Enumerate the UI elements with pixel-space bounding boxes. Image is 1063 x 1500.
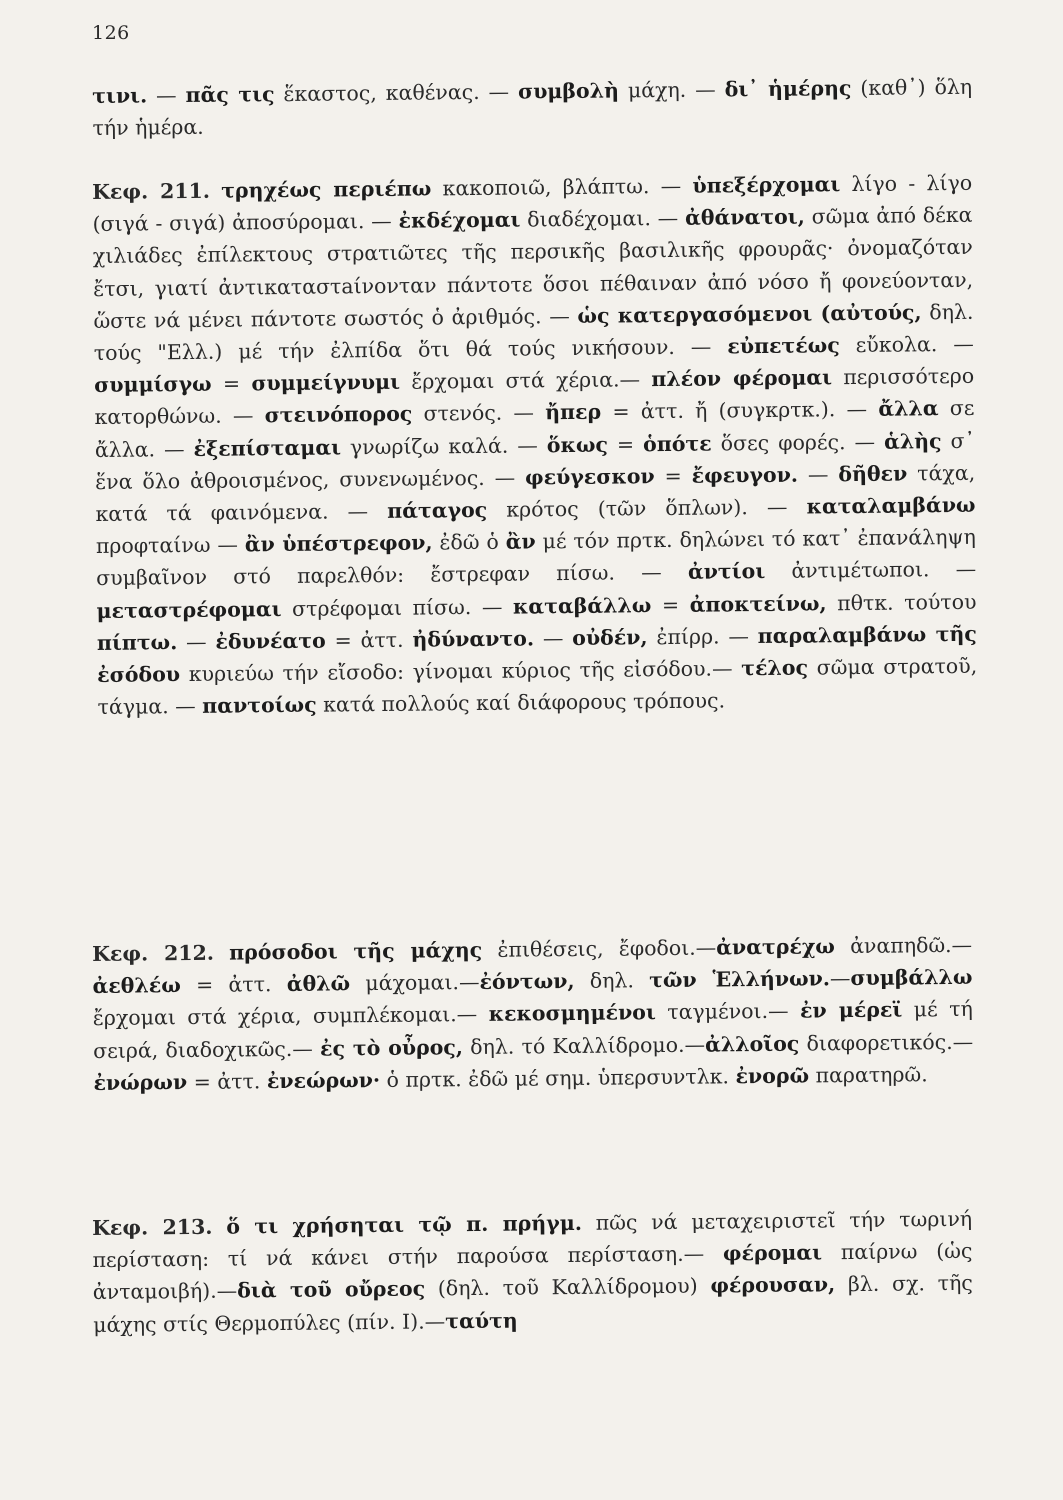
headword: τρηχέως περιέπω xyxy=(221,176,432,203)
headword: ἄλλα xyxy=(878,396,939,422)
headword: ἁλὴς xyxy=(883,428,942,454)
headword: πρόσοδοι τῆς μάχης xyxy=(229,937,483,965)
chapter-213-commentary xyxy=(92,1203,973,1341)
gloss-text: πθτκ. τούτου xyxy=(826,589,977,615)
headword: συμβάλλω xyxy=(850,964,973,991)
gloss-text: εὔκολα. — xyxy=(839,331,974,358)
gloss-text: = xyxy=(654,463,692,488)
headword: ἐνεώρων· xyxy=(266,1067,381,1093)
gloss-text: = xyxy=(607,431,644,457)
gloss-text: ἐπίρρ. — xyxy=(647,623,758,650)
headword: ἐξεπίσταμαι xyxy=(193,435,342,461)
headword: ἠδύναντο. xyxy=(412,626,535,652)
headword: ἀντίοι xyxy=(687,559,766,585)
headword: φέρουσαν, xyxy=(710,1272,836,1298)
page-number: 126 xyxy=(92,22,130,44)
gloss-text: γνωρίζω καλά. — xyxy=(340,432,547,460)
gloss-text: — xyxy=(797,462,839,487)
gloss-text: = ἀττ. ἤ (συγκρτκ.). — xyxy=(601,397,879,425)
headword: συμμείγνυμι xyxy=(251,370,401,396)
headword: κεκοσμημένοι xyxy=(488,1000,656,1027)
gloss-text: ὅσες φορές. — xyxy=(711,429,885,456)
headword: ἐν μέρεϊ xyxy=(799,997,903,1023)
headword: τινι. xyxy=(92,83,148,108)
gloss-text: (δηλ. τοῦ Καλλίδρομου) xyxy=(424,1273,711,1301)
gloss-text: πῶς νά μεταχειριστεῖ τήν τωρινή περίσταση: τί νά κάνει στήν παρούσα περίσταση.— xyxy=(92,1206,973,1273)
gloss-text: ὁ πρτκ. ἐδῶ μέ σημ. ὑπερσυντλκ. xyxy=(379,1064,736,1092)
chapter-label: Κεφ. 212. xyxy=(92,940,215,966)
chapter-label: Κεφ. 213. xyxy=(92,1214,213,1240)
gloss-text: = ἀττ. xyxy=(180,972,287,998)
headword: ἔφευγον. xyxy=(691,462,799,488)
headword: οὐδέν, xyxy=(572,625,648,650)
gloss-text: σε ἄλλα. — xyxy=(94,396,975,462)
gloss-text: ἀντιμέτωποι. — xyxy=(765,557,977,584)
headword: συμμίσγω xyxy=(94,371,212,398)
headword: ὡς κατεργασόμενοι (αὐτούς, xyxy=(577,300,922,328)
headword: φεύγεσκον xyxy=(524,463,655,490)
gloss-text: ἕκαστος, καθένας. — xyxy=(274,79,519,107)
headword: καταβάλλω xyxy=(512,592,652,619)
gloss-text: ἔρχομαι στά χέρια, συμπλέκομαι.— xyxy=(92,1002,489,1031)
headword: ὁπότε xyxy=(642,431,712,456)
headword: ἤπερ xyxy=(545,400,602,425)
headword: ἐνορῶ xyxy=(735,1063,810,1089)
headword: μεταστρέφομαι xyxy=(96,596,282,623)
headword: πλέον φέρομαι xyxy=(651,365,833,392)
gloss-text: σ᾽ ἕνα ὅλο ἀθροισμένος, συνενωμένος. — xyxy=(95,428,975,494)
headword: καταλαμβάνω xyxy=(806,492,976,519)
headword: διὰ τοῦ οὔρεος xyxy=(237,1276,426,1303)
headword: ἀεθλέω xyxy=(92,973,181,999)
gloss-text: μάχη. — xyxy=(618,77,725,103)
gloss-text: = ἀττ. xyxy=(186,1068,268,1094)
headword: ἐδυνέατο xyxy=(215,628,326,654)
headword: συμβολὴ xyxy=(517,78,620,104)
gloss-text: σῶμα ἀπό δέκα χιλιάδες ἐπίλεκτους στρατιῶτες τῆς περσικῆς βασιλικῆς φρουρᾶς· ὀνομαζόταν ἔτσι, γιατί ἀντικαταστaίνονταν πάντοτε ὅσοι πέθαιναν ἀπό νόσο ἤ φονεύονταν, ὥστε νά μένει πάντοτε σωστός ὁ ἀριθμός. — xyxy=(92,202,974,333)
headword: ταύτη xyxy=(445,1308,518,1333)
chapter-211-text xyxy=(92,167,978,724)
gloss-text: = xyxy=(211,371,252,396)
chapter-body xyxy=(92,171,977,719)
gloss-text: παρατηρῶ. xyxy=(808,1062,928,1088)
gloss-text: ἐπιθέσεις, ἔφοδοι.— xyxy=(482,935,717,962)
gloss-text: διαδέχομαι. — xyxy=(520,205,686,232)
headword: φέρομαι xyxy=(722,1240,823,1266)
chapter-211-commentary xyxy=(92,167,978,724)
headword: ἀνατρέχω xyxy=(716,934,836,960)
gloss-text: — xyxy=(829,966,851,991)
gloss-text: στρέφομαι πίσω. — xyxy=(281,594,514,621)
headword: τῶν Ἑλλήνων. xyxy=(649,966,831,993)
headword: ἐκδέχομαι xyxy=(398,207,521,233)
chapter-body xyxy=(92,1207,973,1337)
headword: ὑπεξέρχομαι xyxy=(692,172,841,198)
gloss-text: ἀναπηδῶ.— xyxy=(834,932,973,959)
chapter-label: Κεφ. 211. xyxy=(92,178,211,204)
gloss-text: — xyxy=(533,625,573,651)
gloss-text: λίγο - λίγο (σιγά - σιγά) ἀποσύρομαι. — xyxy=(92,170,973,237)
gloss-text: σῶμα στρατοῦ, τάγμα. — xyxy=(97,653,978,720)
headword: ἐόντων, xyxy=(479,969,575,995)
headword: ὅ τι χρήσηται τῷ π. πρήγμ. xyxy=(226,1210,583,1239)
chapter-body xyxy=(92,933,973,1095)
headword: ἀθάνατοι, xyxy=(684,204,805,230)
headword: ἐνώρων xyxy=(93,1069,188,1095)
gloss-text: = ἀττ. xyxy=(325,627,413,653)
gloss-text: κακοποιῶ, βλάπτω. — xyxy=(431,173,693,201)
gloss-text: μέ τόν πρτκ. δηλώνει τό κατ᾽ ἐπανάληψη συμβαῖνον στό παρελθόν: ἔστρεφαν πίσω. — xyxy=(96,524,976,591)
gloss-text: μέ τή σειρά, διαδοχικῶς.— xyxy=(93,997,973,1063)
headword: ἐς τὸ οὖρος, xyxy=(319,1034,464,1061)
gloss-text: ἐδῶ ὁ xyxy=(432,529,506,555)
gloss-text: δηλ. xyxy=(574,968,650,994)
chapter-212-text xyxy=(92,929,974,1099)
intro-paragraph xyxy=(92,71,973,145)
headword: ὅκως xyxy=(546,432,609,457)
gloss-text: διαφορετικός.— xyxy=(799,1029,974,1056)
headword: πάταγος xyxy=(387,497,488,523)
gloss-text: δηλ. τό Καλλίδρομο.— xyxy=(462,1032,706,1059)
intro-text xyxy=(92,71,973,145)
gloss-text: = xyxy=(651,592,690,617)
gloss-text: δηλ. τούς "Ελλ.) μέ τήν ἐλπίδα ὅτι θά τούς νικήσουν. — xyxy=(93,299,974,366)
gloss-text: προφταίνω — xyxy=(95,532,245,559)
chapter-213-text xyxy=(92,1203,973,1341)
gloss-text: ταγμένοι.— xyxy=(655,998,801,1025)
gloss-text: βλ. σχ. τῆς μάχης στίς Θερμοπύλες (πίν. Ι).— xyxy=(93,1271,973,1337)
gloss-text: μάχομαι.— xyxy=(349,970,480,996)
gloss-text: (καθ᾽) ὅλη τήν ἡμέρα. xyxy=(92,74,973,141)
gloss-text: κυριεύω τήν εἴσοδο: γίνομαι κύριος τῆς εἰσόδου.— xyxy=(179,656,742,687)
headword: ἀποκτείνω, xyxy=(689,590,827,617)
gloss-text: κρότος (τῶν ὅπλων). — xyxy=(487,494,807,522)
headword: πᾶς τις xyxy=(185,82,275,108)
gloss-text: — xyxy=(177,629,216,654)
gloss-text: περισσότερο κατορθώνω. — xyxy=(94,363,975,430)
headword: στεινόπορος xyxy=(264,402,413,428)
gloss-text: — xyxy=(147,83,186,108)
chapter-212-commentary xyxy=(92,929,974,1099)
gloss-text: ἔρχομαι στά χέρια.— xyxy=(399,367,652,395)
gloss-text: τάχα, κατά τά φαινόμενα. — xyxy=(95,460,976,527)
headword: πίπτω. xyxy=(96,629,178,655)
headword: παραλαμβάνω τῆς ἐσόδου xyxy=(97,621,977,688)
headword: δῆθεν xyxy=(838,461,908,487)
headword: παντοίως xyxy=(202,692,317,719)
gloss-text: κατά πολλούς καί διάφορους τρόπους. xyxy=(316,688,726,717)
headword: δι᾽ ἡμέρης xyxy=(724,76,852,102)
headword: ἀλλοῖος xyxy=(704,1031,800,1057)
headword: ἀθλῶ xyxy=(286,971,351,997)
headword: τέλος xyxy=(741,655,809,681)
headword: εὐπετέως xyxy=(727,333,840,359)
headword: ἂν xyxy=(505,529,536,554)
gloss-text: παίρνω (ὡς ἀνταμοιβή).— xyxy=(92,1238,973,1305)
gloss-text: στενός. — xyxy=(412,400,546,427)
headword: ἂν ὑπέστρεφον, xyxy=(244,530,433,557)
